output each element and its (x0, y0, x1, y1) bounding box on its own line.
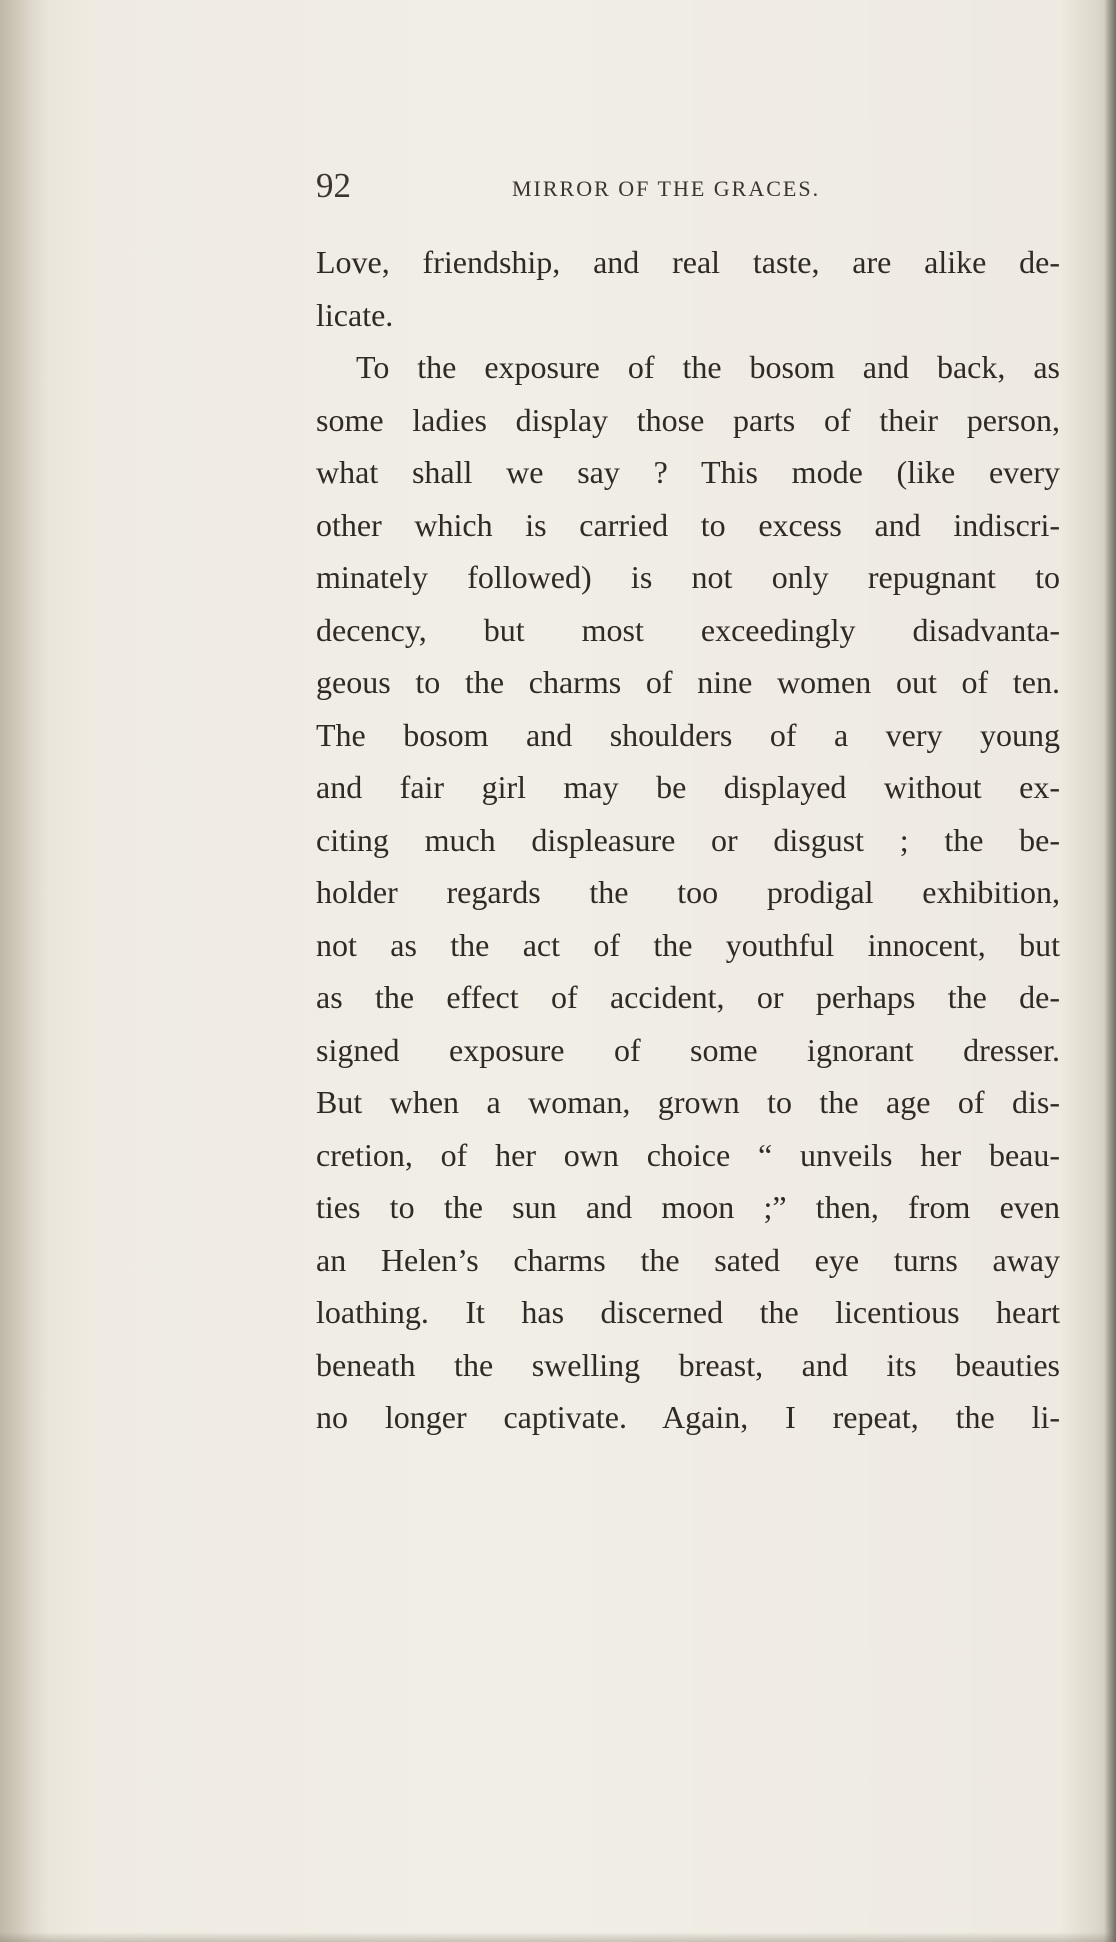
text-line: no longer captivate. Again, I repeat, the li- (316, 1399, 1060, 1435)
page-bottom-edge (0, 1932, 1116, 1942)
text-line: beneath the swelling breast, and its beauties (316, 1346, 1060, 1383)
page-header (316, 164, 1036, 212)
page-left-edge (0, 0, 48, 1942)
text-line: as the effect of accident, or perhaps the de- (316, 979, 1060, 1015)
text-line: other which is carried to excess and indiscri- (316, 506, 1060, 543)
text-line: citing much displeasure or disgust ; the be- (316, 821, 1060, 858)
body-text (316, 236, 1060, 1444)
text-line: geous to the charms of nine women out of ten. (316, 664, 1060, 700)
text-line: But when a woman, grown to the age of dis- (316, 1084, 1060, 1120)
running-title: MIRROR OF THE GRACES. (512, 176, 821, 201)
text-line: what shall we say ? This mode (like every (316, 454, 1060, 490)
page-number: 92 (316, 166, 351, 205)
text-line: To the exposure of the bosom and back, as (356, 349, 1060, 385)
text-line: decency, but most exceedingly disadvanta- (316, 611, 1060, 648)
text-line: an Helen’s charms the sated eye turns away (316, 1241, 1060, 1278)
text-line: Love, friendship, and real taste, are alike de- (316, 244, 1060, 280)
text-line: signed exposure of some ignorant dresser. (316, 1031, 1060, 1068)
text-line: licate. (316, 296, 394, 333)
text-line: some ladies display those parts of their person, (316, 401, 1060, 438)
text-line: not as the act of the youthful innocent, but (316, 926, 1060, 963)
text-line: and fair girl may be displayed without ex- (316, 769, 1060, 805)
text-line: ties to the sun and moon ;” then, from even (316, 1189, 1060, 1225)
text-line: The bosom and shoulders of a very young (316, 716, 1060, 753)
text-line: minately followed) is not only repugnant to (316, 559, 1060, 595)
text-line: loathing. It has discerned the licentious heart (316, 1294, 1060, 1330)
text-line: holder regards the too prodigal exhibition, (316, 874, 1060, 910)
page-right-edge (1104, 0, 1116, 1942)
text-line: cretion, of her own choice “ unveils her beau- (316, 1136, 1060, 1173)
